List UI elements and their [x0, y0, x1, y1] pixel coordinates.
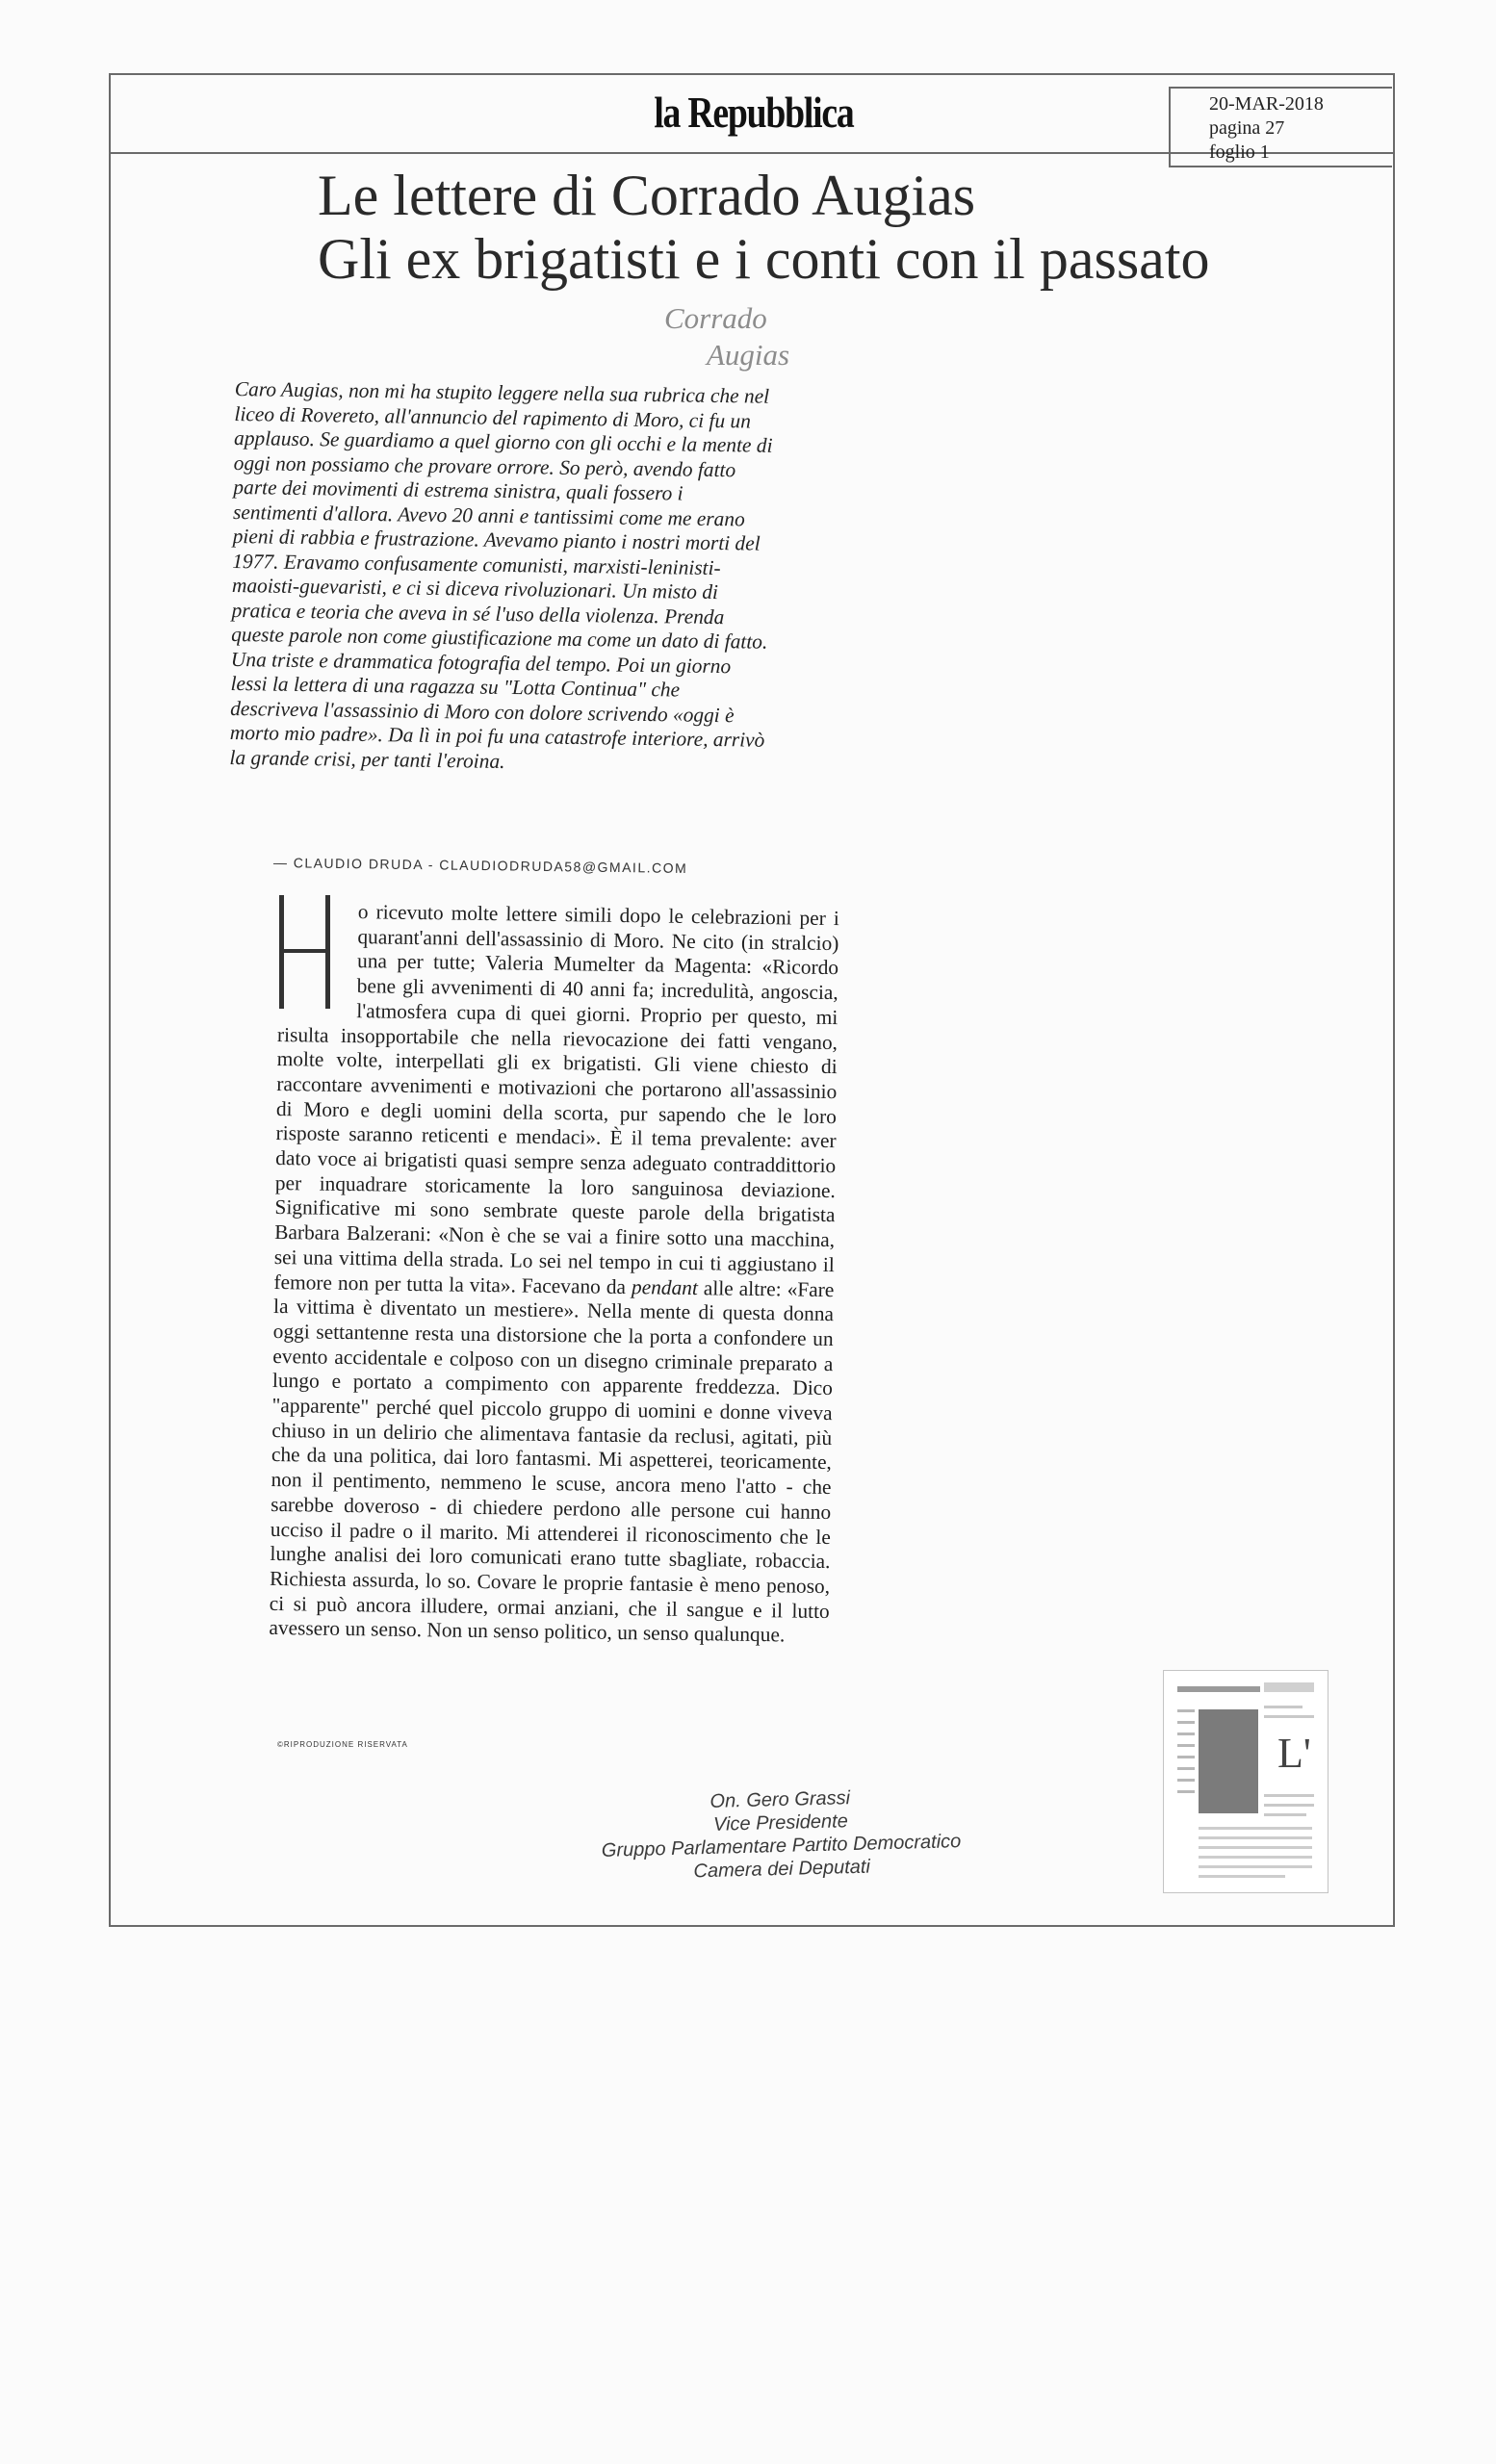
thumb-text-line	[1264, 1804, 1314, 1807]
signature-name: On. Gero Grassi	[709, 1787, 851, 1812]
thumb-col-line	[1177, 1790, 1195, 1793]
article-title-line2: Gli ex brigatisti e i conti con il passato	[318, 227, 1210, 291]
thumb-col-line	[1177, 1756, 1195, 1758]
article-title-line1: Le lettere di Corrado Augias	[318, 164, 976, 227]
thumb-col-line	[1177, 1744, 1195, 1747]
reader-letter: Caro Augias, non mi ha stupito leggere nella sua rubrica che nel liceo di Rovereto, all'annuncio del rapimento di Moro, ci fu un applauso. Se guardiamo a quel giorno con gli occhi e la mente di oggi non possiamo che provare orrore. So però, avendo fatto parte dei movimenti di estrema sinistra, quali fossero i sentimenti d'allora. Avevo 20 anni e tantissimi come me erano pieni di rabbia e frustrazione. Avevamo pianto i nostri morti del 1977. Eravamo confusamente comunisti, marxisti-leninisti-maoisti-guevaristi, e ci si diceva rivoluzionari. Un misto di pratica e teoria che aveva in sé l'uso della violenza. Prenda queste parole non come giustificazione ma come un dato di fatto. Una triste e drammatica fotografia del tempo. Poi un giorno lessi la lettera di una ragazza su "Lotta Continua" che descriveva l'assassinio di Moro con dolore scrivendo «oggi è morto mio padre». Da lì in poi fu una catastrofe interiore, arrivò la grande crisi, per tanti l'eroina.	[229, 377, 773, 773]
thumb-text-line	[1264, 1715, 1314, 1718]
thumb-col-line	[1177, 1721, 1195, 1724]
thumb-text-line	[1199, 1836, 1312, 1839]
reply-text	[269, 899, 839, 1649]
thumb-header-bar-2	[1264, 1682, 1314, 1692]
stamp-signature	[539, 1782, 1022, 1886]
signature-group: Gruppo Parlamentare Partito Democratico	[601, 1831, 962, 1861]
article-title	[318, 164, 1280, 291]
byline-last-name: Augias	[707, 338, 790, 372]
thumb-text-line	[1199, 1827, 1312, 1830]
thumb-text-line	[1199, 1856, 1312, 1859]
thumb-col-line	[1177, 1767, 1195, 1770]
thumb-col-line	[1177, 1732, 1195, 1735]
signature-institution: Camera dei Deputati	[693, 1856, 871, 1883]
signature-role: Vice Presidente	[712, 1810, 849, 1835]
newspaper-masthead: la Repubblica	[654, 88, 854, 137]
reply-text-part2: alle altre: «Fare la vittima è diventato un mestiere». Nella mente di questa donna oggi settantenne resta una distorsione che la porta a confondere un evento accidentale e colposo con un disegno criminale preparato a lungo e portato a compimento con apparente freddezza. Dico "apparente" perché quel piccolo gruppo di uomini e donne viveva chiuso in un delirio che alimentava fantasie da reclusi, agitati, più che da una politica, dai loro fantasmi. Mi aspetterei, teoricamente, non il pentimento, nemmeno le scuse, ancora meno l'atto - che sarebbe doveroso - di chiedere perdono alle persone cui hanno ucciso il padre o il marito. Mi attenderei il riconoscimento che le lunghe analisi dei loro comunicati erano tutte sbagliate, robaccia. Richiesta assurda, lo so. Covare le proprie fantasie è meno penoso, ci si può ancora illudere, ormai anziani, che il sangue e il lutto avessero un senso. Non un senso politico, un senso qualunque.	[269, 1275, 835, 1647]
thumb-text-line	[1264, 1813, 1306, 1816]
thumb-text-line	[1199, 1846, 1312, 1849]
reader-letter-signature: — CLAUDIO DRUDA - CLAUDIODRUDA58@GMAIL.COM	[272, 855, 688, 877]
thumb-col-line	[1177, 1709, 1195, 1712]
thumb-col-line	[1177, 1779, 1195, 1782]
clipping-meta	[1169, 87, 1392, 167]
reply-text-italic: pendant	[631, 1274, 699, 1299]
thumb-text-line	[1199, 1875, 1285, 1878]
thumb-glyph: L'	[1277, 1730, 1311, 1777]
clipping-sheet: foglio 1	[1209, 141, 1270, 163]
thumb-photo-block	[1199, 1709, 1258, 1813]
copyright-notice: ©RIPRODUZIONE RISERVATA	[277, 1740, 408, 1749]
reply-text-part1: o ricevuto molte lettere simili dopo le celebrazioni per i quarant'anni dell'assassinio di Moro. Ne cito (in stralcio) una per tutte; Valeria Mumelter da Magenta: «Ricordo bene gli avvenimenti di 40 anni fa; incredulità, angoscia, l'atmosfera cupa di quei giorni. Proprio per questo, mi risulta insopportabile che nella rievocazione dei fatti vengano, molte volte, interpellati gli ex brigatisti. Gli viene chiesto di raccontare avvenimenti e motivazioni che portarono all'assassinio di Moro e degli uomini della scorta, pur sapendo che le loro risposte saranno reticenti e mendaci». È il tema prevalente: aver dato voce ai brigatisti quasi sempre senza adeguato contraddittorio per inquadrare storicamente la loro sanguinosa deviazione. Significative mi sono sembrate queste parole della brigatista Barbara Balzerani: «Non è che se vai a finire sotto una macchina, sei una vittima della strada. Lo sei nel tempo in cui ti aggiustano il femore non per tutta la vita». Facevano da	[273, 900, 839, 1298]
article-byline	[664, 300, 857, 373]
byline-first-name: Corrado	[664, 301, 767, 335]
thumb-header-bar	[1177, 1686, 1260, 1692]
clipping-page: pagina 27	[1209, 117, 1285, 139]
thumb-text-line	[1264, 1794, 1314, 1797]
clipping-date: 20-MAR-2018	[1209, 93, 1324, 115]
thumb-text-line	[1264, 1706, 1303, 1708]
thumb-text-line	[1199, 1865, 1312, 1868]
page-thumbnail	[1163, 1670, 1328, 1893]
